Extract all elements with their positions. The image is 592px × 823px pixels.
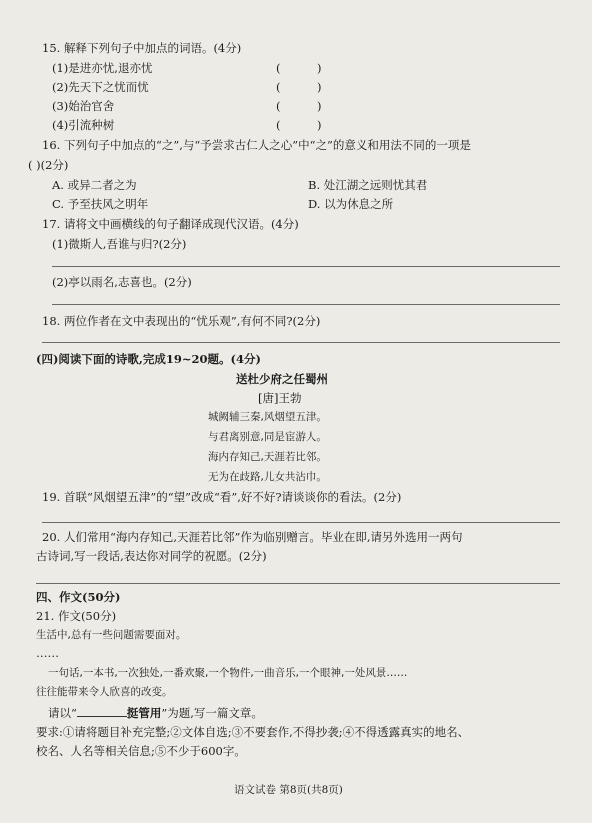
- q15-item-1: (1)是进亦忧,退亦忧: [52, 61, 153, 75]
- q16-stem-cont: ( )(2分): [28, 158, 69, 172]
- q17-stem: 17. 请将文中画横线的句子翻译成现代汉语。(4分): [42, 217, 299, 231]
- poem-line-4: 无为在歧路,儿女共沾巾。: [208, 471, 327, 483]
- q15-stem: 15. 解释下列句子中加点的词语。(4分): [42, 41, 242, 55]
- q19-stem: 19. 首联“风烟望五津”的“望”改成“看”,好不好?请谈谈你的看法。(2分): [42, 490, 402, 504]
- answer-line: [42, 522, 560, 523]
- essay-prompt-title: 挺管用: [126, 706, 162, 720]
- q20-stem: 20. 人们常用“海内存知己,天涯若比邻”作为临别赠言。毕业在即,请另外选用一两句: [42, 530, 463, 544]
- q15-answer-2: ( ): [276, 80, 322, 94]
- essay-para-1: 一句话,一本书,一次独处,一番欢聚,一个物件,一曲音乐,一个眼神,一处风景……: [48, 667, 408, 679]
- essay-prompt-pre: 请以“: [48, 706, 77, 720]
- section4-heading: (四)阅读下面的诗歌,完成19~20题。(4分): [36, 352, 261, 366]
- q15-item-4: (4)引流种树: [52, 118, 115, 132]
- q16-option-a: A. 或异二者之为: [52, 178, 137, 192]
- page-footer: 语文试卷 第8页(共8页): [234, 784, 343, 796]
- q20-stem-cont: 古诗词,写一段话,表达你对同学的祝愿。(2分): [36, 549, 267, 563]
- answer-line: [42, 342, 560, 343]
- q17-sub1: (1)微斯人,吾谁与归?(2分): [52, 237, 187, 251]
- q15-item-3: (3)始治官舍: [52, 99, 115, 113]
- answer-line: [36, 583, 560, 584]
- q16-option-c: C. 予至扶风之明年: [52, 197, 149, 211]
- essay-intro: 生活中,总有一些问题需要面对。: [36, 629, 187, 641]
- q18-stem: 18. 两位作者在文中表现出的“忧乐观”,有何不同?(2分): [42, 314, 321, 328]
- q15-answer-3: ( ): [276, 99, 322, 113]
- answer-line: [52, 304, 560, 305]
- answer-line: [52, 266, 560, 267]
- q21-stem: 21. 作文(50分): [36, 609, 117, 623]
- essay-req-2: 校名、人名等相关信息;⑤不少于600字。: [36, 744, 246, 758]
- poem-line-3: 海内存知己,天涯若比邻。: [208, 451, 327, 463]
- essay-prompt-post: ”为题,写一篇文章。: [161, 706, 263, 720]
- essay-para-2: 往往能带来令人欣喜的改变。: [36, 686, 173, 698]
- title-blank: [77, 716, 127, 717]
- q17-sub2: (2)亭以雨名,志喜也。(2分): [52, 275, 192, 289]
- q15-item-2: (2)先天下之忧而忧: [52, 80, 149, 94]
- q16-option-d: D. 以为休息之所: [308, 197, 394, 211]
- essay-prompt: [48, 706, 263, 720]
- q15-answer-4: ( ): [276, 118, 322, 132]
- poem-author: [唐]王勃: [258, 391, 302, 405]
- q15-answer-1: ( ): [276, 61, 322, 75]
- poem-title: 送杜少府之任蜀州: [236, 372, 328, 386]
- essay-ellipsis: ……: [36, 646, 59, 660]
- poem-line-1: 城阙辅三秦,风烟望五津。: [208, 411, 327, 423]
- poem-line-2: 与君离别意,同是宦游人。: [208, 431, 327, 443]
- q16-stem: 16. 下列句子中加点的“之”,与“予尝求古仁人之心”中“之”的意义和用法不同的一项是: [42, 138, 471, 152]
- q16-option-b: B. 处江湖之远则忧其君: [308, 178, 428, 192]
- essay-heading: 四、作文(50分): [36, 590, 121, 604]
- essay-req-1: 要求:①请将题目补充完整;②文体自选;③不要套作,不得抄袭;④不得透露真实的地名、: [36, 725, 470, 739]
